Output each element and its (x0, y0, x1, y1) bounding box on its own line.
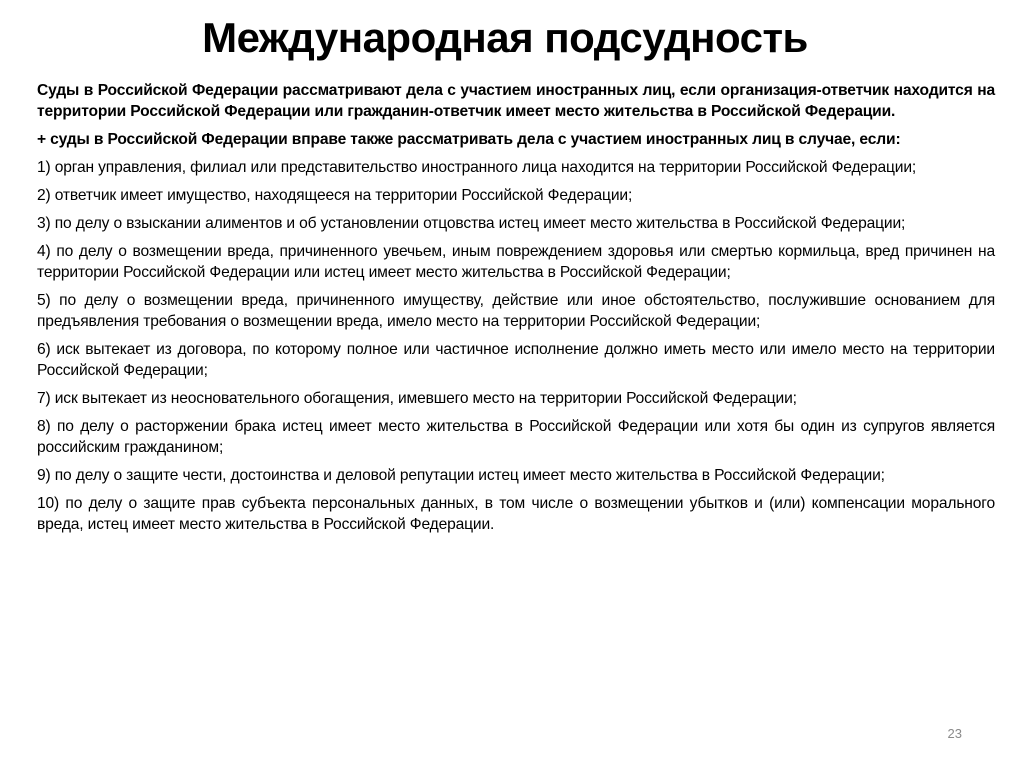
page-number: 23 (947, 726, 962, 741)
list-item: 7) иск вытекает из неосновательного обогащения, имевшего место на территории Российской Федерации; (37, 390, 797, 407)
intro-paragraph: Суды в Российской Федерации рассматривают дела с участием иностранных лиц, если организация-ответчик находится на территории Российской Федерации или гражданин-ответчик имеет место жительства в Российской Федерации. (37, 82, 995, 120)
list-item: 2) ответчик имеет имущество, находящееся на территории Российской Федерации; (37, 187, 633, 204)
plus-paragraph: + суды в Российской Федерации вправе также рассматривать дела с участием иностранных лиц в случае, если: (37, 131, 901, 148)
list-item: 10) по делу о защите прав субъекта персональных данных, в том числе о возмещении убытков и (или) компенсации морального вреда, истец имеет место жительства в Российской Федерации. (37, 495, 995, 533)
list-item: 1) орган управления, филиал или представительство иностранного лица находится на территории Российской Федерации; (37, 159, 917, 176)
list-item: 3) по делу о взыскании алиментов и об установлении отцовства истец имеет место жительства в Российской Федерации; (37, 215, 906, 232)
list-item: 5) по делу о возмещении вреда, причиненного имуществу, действие или иное обстоятельство, послужившие основанием для предъявления требования о возмещении вреда, имело место на территории Российской Федерации; (37, 292, 995, 330)
slide-title: Международная подсудность (202, 14, 808, 61)
list-item: 8) по делу о расторжении брака истец имеет место жительства в Российской Федерации или хотя бы один из супругов является российским гражданином; (37, 418, 995, 456)
list-item: 6) иск вытекает из договора, по которому полное или частичное исполнение должно иметь место или имело место на территории Российской Федерации; (37, 341, 995, 379)
list-item: 9) по делу о защите чести, достоинства и деловой репутации истец имеет место жительства в Российской Федерации; (37, 467, 885, 484)
items-list (37, 157, 995, 535)
list-item: 4) по делу о возмещении вреда, причиненного увечьем, иным повреждением здоровья или смертью кормильца, вред причинен на территории Российской Федерации или истец имеет место жительства в Российской Федерации; (37, 243, 995, 281)
slide-body (37, 80, 995, 542)
